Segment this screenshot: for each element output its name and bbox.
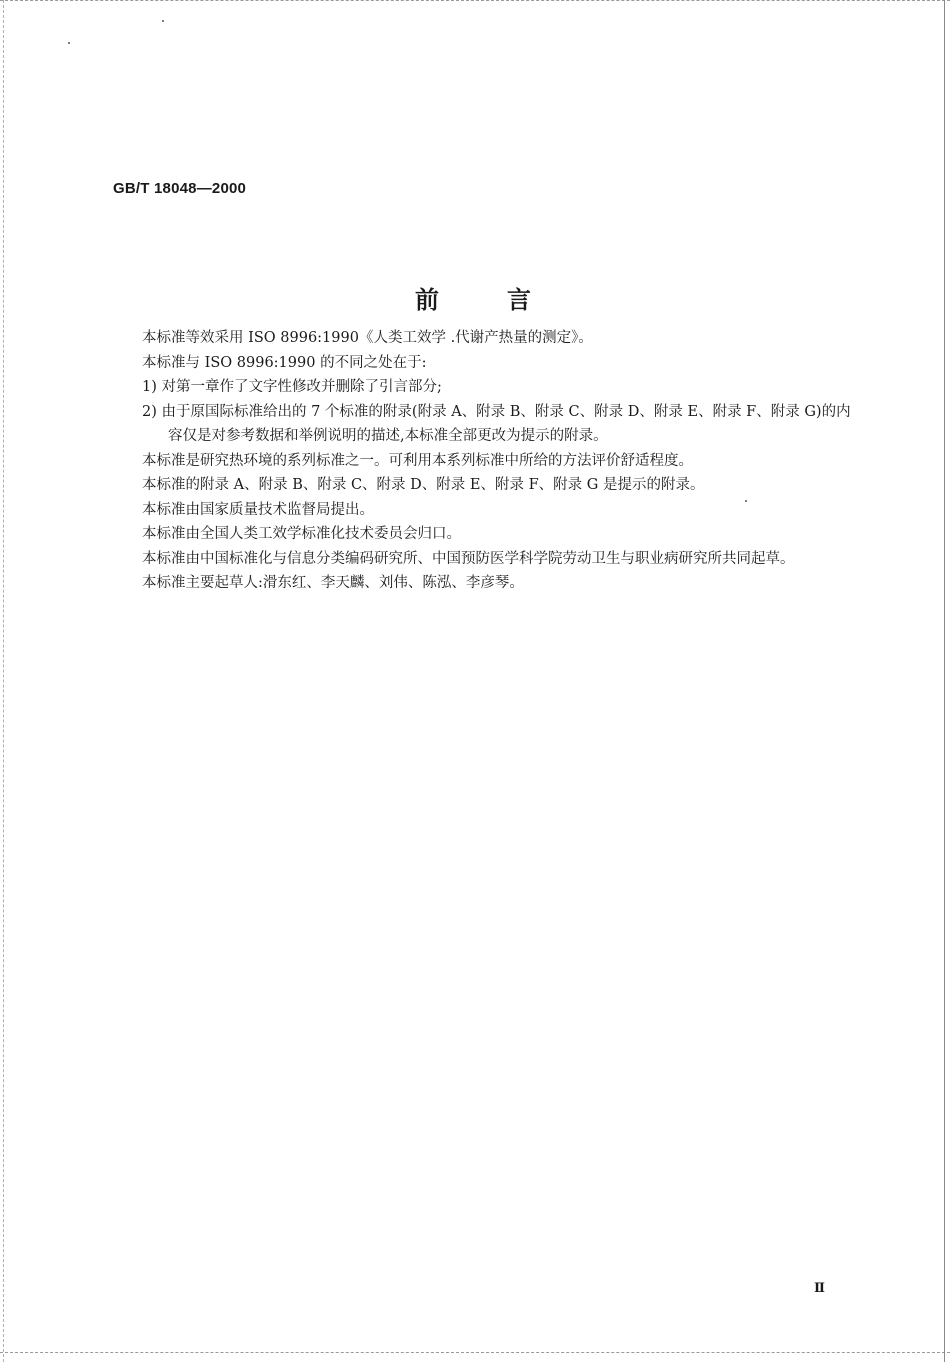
paragraph-series: 本标准是研究热环境的系列标准之一。可利用本系列标准中所给的方法评价舒适程度。: [142, 452, 693, 469]
paragraph-drafters: 本标准主要起草人:滑东红、李天麟、刘伟、陈泓、李彦琴。: [142, 575, 524, 591]
page-number: Ⅱ: [814, 1280, 825, 1295]
standard-number: GB/T 18048—2000: [113, 180, 247, 197]
foreword-body: [113, 326, 858, 596]
difference-item-1: 1) 对第一章作了文字性修改并删除了引言部分;: [142, 379, 442, 395]
paragraph-centralized-by: 本标准由全国人类工效学标准化技术委员会归口。: [142, 526, 461, 542]
paragraph-equivalence: 本标准等效采用 ISO 8996:1990《人类工效学 .代谢产热量的测定》。: [142, 330, 593, 346]
paragraph-drafted-by: 本标准由中国标准化与信息分类编码研究所、中国预防医学科学院劳动卫生与职业病研究所共同起草。: [142, 550, 795, 567]
page-title: 前言: [415, 285, 599, 314]
scan-edge-left: [3, 0, 5, 1362]
scan-speck: [162, 20, 164, 22]
scan-edge-top: [0, 0, 950, 7]
scan-edge-right: [944, 0, 946, 1362]
paragraph-differences-intro: 本标准与 ISO 8996:1990 的不同之处在于:: [142, 354, 427, 371]
paragraph-appendices: 本标准的附录 A、附录 B、附录 C、附录 D、附录 E、附录 F、附录 G 是提示的附录。: [142, 477, 705, 493]
difference-item-2: 2) 由于原国际标准给出的 7 个标准的附录(附录 A、附录 B、附录 C、附录 D、附录 E、附录 F、附录 G)的内容仅是对参考数据和举例说明的描述,本标准全部更改为提示的附录。: [142, 403, 851, 444]
scan-speck: [68, 42, 70, 44]
scan-edge-bottom: [0, 1352, 950, 1359]
paragraph-proposed-by: 本标准由国家质量技术监督局提出。: [142, 501, 374, 518]
